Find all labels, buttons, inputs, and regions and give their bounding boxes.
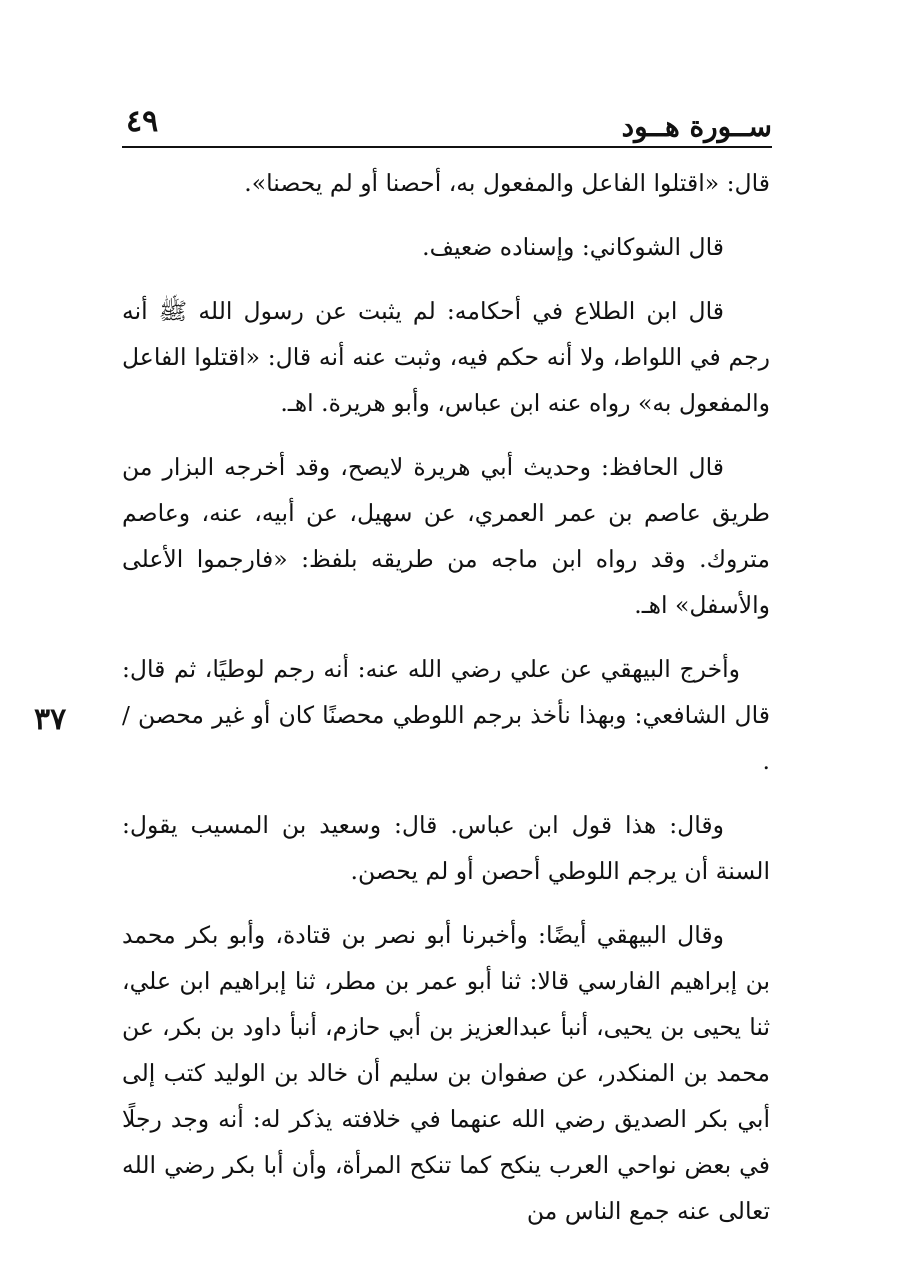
- paragraph: قال الشوكاني: وإسناده ضعيف.: [422, 233, 724, 261]
- page-number: ٤٩: [126, 104, 159, 139]
- paragraph: وقال البيهقي أيضًا: وأخبرنا أبو نصر بن قتادة، وأبو بكر محمد بن إبراهيم الفارسي قالا: ثنا أبو عمر بن مطر، ثنا إبراهيم ابن علي، ثنا يحيى بن يحيى، أنبأ عبدالعزيز بن أبي حازم، أنبأ داود بن بكر، عن محمد بن المنكدر، عن صفوان بن سليم أن خالد بن الوليد كتب إلى أبي بكر الصديق رضي الله عنهما في خلافته يذكر له: أنه وجد رجلًا في بعض نواحي العرب ينكح كما تنكح المرأة، وأن أبا بكر رضي الله تعالى عنه جمع الناس من: [122, 921, 770, 1225]
- paragraph: قال ابن الطلاع في أحكامه: لم يثبت عن رسول الله ﷺ أنه رجم في اللواط، ولا أنه حكم فيه، وثبت عنه أنه قال: «اقتلوا الفاعل والمفعول به» رواه عنه ابن عباس، وأبو هريرة. اهـ.: [122, 297, 770, 417]
- page-body: [122, 160, 770, 1252]
- page-header: [122, 100, 772, 146]
- paragraph: وقال: هذا قول ابن عباس. قال: وسعيد بن المسيب يقول: السنة أن يرجم اللوطي أحصن أو لم يحصن.: [122, 811, 770, 885]
- paragraph: وأخرج البيهقي عن علي رضي الله عنه: أنه رجم لوطيًا، ثم قال: قال الشافعي: وبهذا نأخذ برجم اللوطي محصنًا كان أو غير محصن / .: [122, 655, 770, 775]
- paragraph: قال الحافظ: وحديث أبي هريرة لايصح، وقد أخرجه البزار من طريق عاصم بن عمر العمري، عن سهيل، عن أبيه، عنه، وعاصم متروك. وقد رواه ابن ماجه من طريقه بلفظ: «فارجموا الأعلى والأسفل» اهـ.: [122, 453, 770, 619]
- surah-title: ســورة هــود: [621, 110, 772, 143]
- margin-reference-number: ٣٧: [34, 702, 67, 737]
- header-divider: [122, 146, 772, 148]
- paragraph: قال: «اقتلوا الفاعل والمفعول به، أحصنا أو لم يحصنا».: [244, 169, 770, 197]
